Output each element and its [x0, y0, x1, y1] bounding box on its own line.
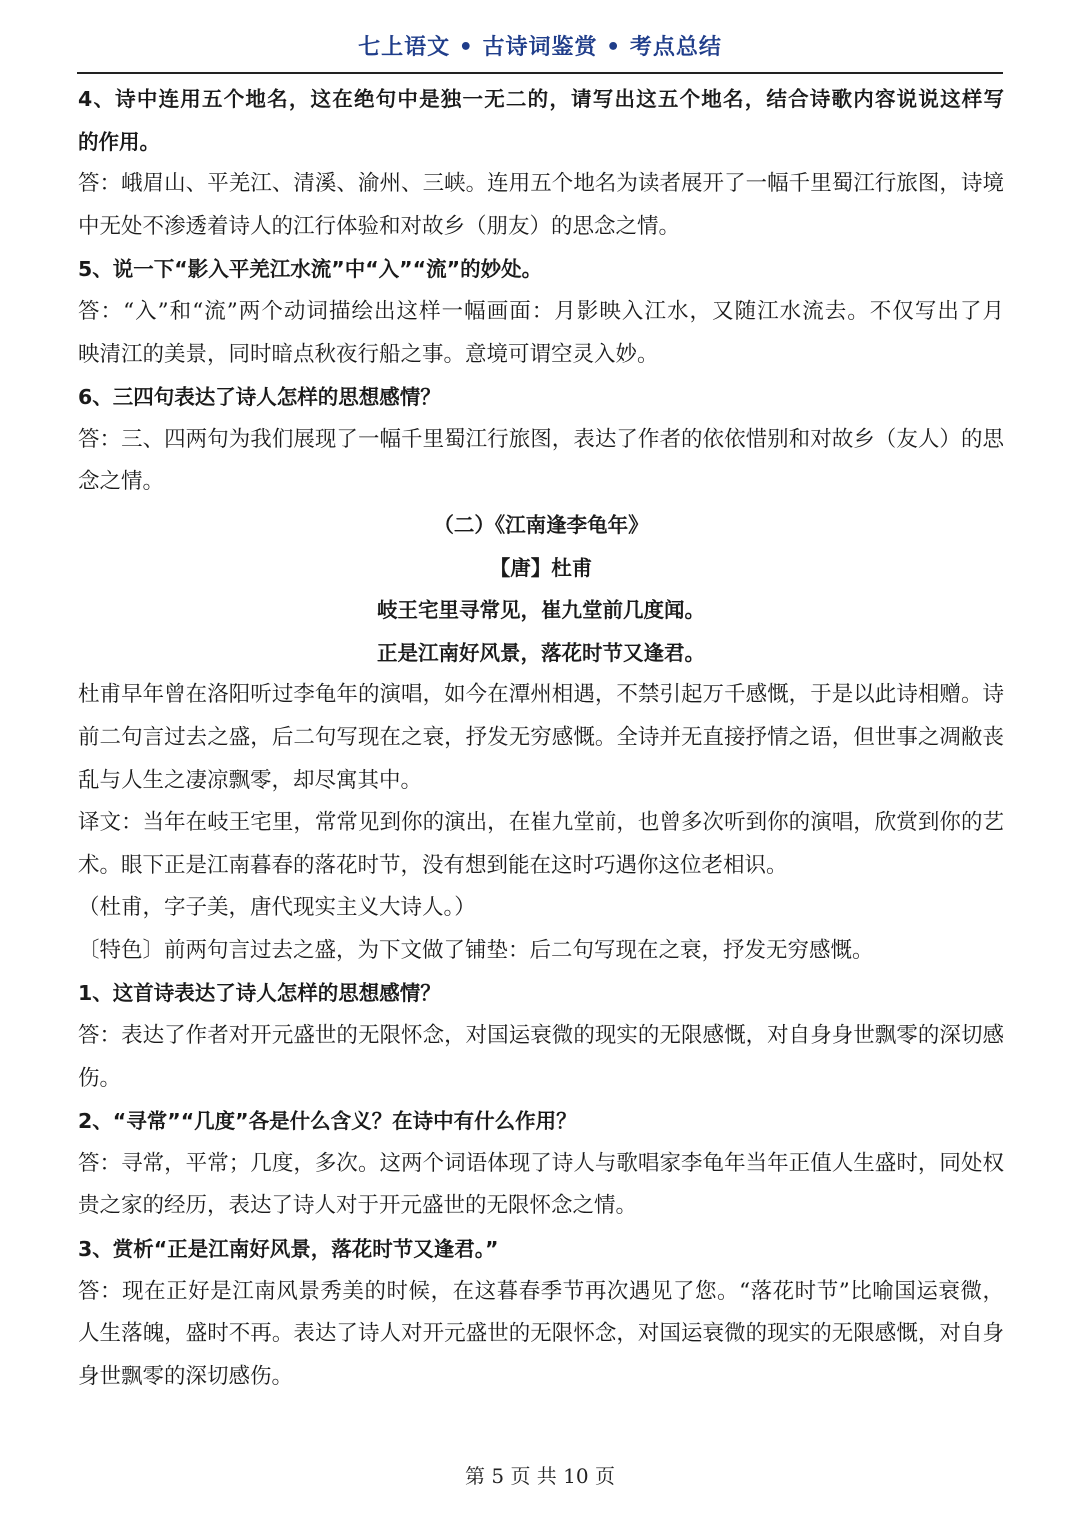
answer-line: 答：现在正好是江南风景秀美的时候，在这暮春季节再次遇见了您。“落花时节”比喻国运衰微， [78, 1278, 1004, 1304]
question-line: 的作用。 [78, 129, 160, 154]
question-line: 3、赏析“正是江南好风景，落花时节又逢君。” [78, 1237, 499, 1262]
answer-line: 答：“入”和“流”两个动词描绘出这样一幅画面：月影映入江水，又随江水流去。不仅写出了月 [78, 298, 1004, 324]
document-body [78, 78, 1004, 1398]
poem-line: 正是江南好风景，落花时节又逢君。 [377, 640, 705, 665]
answer-line: 念之情。 [78, 469, 165, 495]
poem-line: （二）《江南逢李龟年》 [433, 512, 649, 537]
answer-line: 答：表达了作者对开元盛世的无限怀念，对国运衰微的现实的无限感慨，对自身身世飘零的深切感 [78, 1023, 1004, 1049]
poem-line: 【唐】杜甫 [489, 555, 593, 580]
answer-line: 译文：当年在岐王宅里，常常见到你的演出，在崔九堂前，也曾多次听到你的演唱，欣赏到你的艺 [78, 810, 1004, 836]
answer-line: 映清江的美景，同时暗点秋夜行船之事。意境可谓空灵入妙。 [78, 341, 659, 367]
answer-line: 乱与人生之凄凉飘零，却尽寓其中。 [78, 767, 423, 793]
question-line: 4、诗中连用五个地名，这在绝句中是独一无二的，请写出这五个地名，结合诗歌内容说说这样写 [78, 87, 1004, 111]
answer-line: 答：寻常，平常；几度，多次。这两个词语体现了诗人与歌唱家李龟年当年正值人生盛时，同处权 [78, 1150, 1004, 1176]
answer-line: （杜甫，字子美，唐代现实主义大诗人。） [78, 895, 476, 921]
answer-line: 前二句言过去之盛，后二句写现在之衰，抒发无穷感慨。全诗并无直接抒情之语，但世事之凋敝丧 [78, 724, 1004, 750]
answer-line: 术。眼下正是江南暮春的落花时节，没有想到能在这时巧遇你这位老相识。 [78, 852, 788, 878]
question-line: 1、这首诗表达了诗人怎样的思想感情？ [78, 981, 441, 1006]
question-line: 6、三四句表达了诗人怎样的思想感情？ [78, 385, 441, 410]
poem-line: 岐王宅里寻常见，崔九堂前几度闻。 [377, 598, 705, 623]
answer-line: 杜甫早年曾在洛阳听过李龟年的演唱，如今在潭州相遇，不禁引起万千感慨，于是以此诗相赠。诗 [78, 682, 1004, 708]
answer-line: 贵之家的经历，表达了诗人对于开元盛世的无限怀念之情。 [78, 1193, 638, 1219]
answer-line: 伤。 [78, 1065, 122, 1091]
question-line: 5、说一下“影入平羌江水流”中“入”“流”的妙处。 [78, 257, 543, 282]
page-number-footer: 第 5 页 共 10 页 [465, 1464, 615, 1488]
answer-line: 人生落魄，盛时不再。表达了诗人对开元盛世的无限怀念，对国运衰微的现实的无限感慨，对自身 [78, 1321, 1004, 1347]
answer-line: 答：三、四两句为我们展现了一幅千里蜀江行旅图，表达了作者的依依惜别和对故乡（友人）的思 [78, 426, 1004, 452]
answer-line: 〔特色〕前两句言过去之盛，为下文做了铺垫：后二句写现在之衰，抒发无穷感慨。 [78, 937, 874, 963]
page-header-title: 七上语文 • 古诗词鉴赏 • 考点总结 [358, 35, 722, 60]
answer-line: 中无处不渗透着诗人的江行体验和对故乡（朋友）的思念之情。 [78, 213, 681, 239]
header-divider [77, 72, 1003, 74]
question-line: 2、“寻常”“几度”各是什么含义？在诗中有什么作用？ [78, 1109, 577, 1134]
answer-line: 身世飘零的深切感伤。 [78, 1363, 294, 1389]
answer-line: 答：峨眉山、平羌江、清溪、渝州、三峡。连用五个地名为读者展开了一幅千里蜀江行旅图，诗境 [78, 171, 1004, 197]
